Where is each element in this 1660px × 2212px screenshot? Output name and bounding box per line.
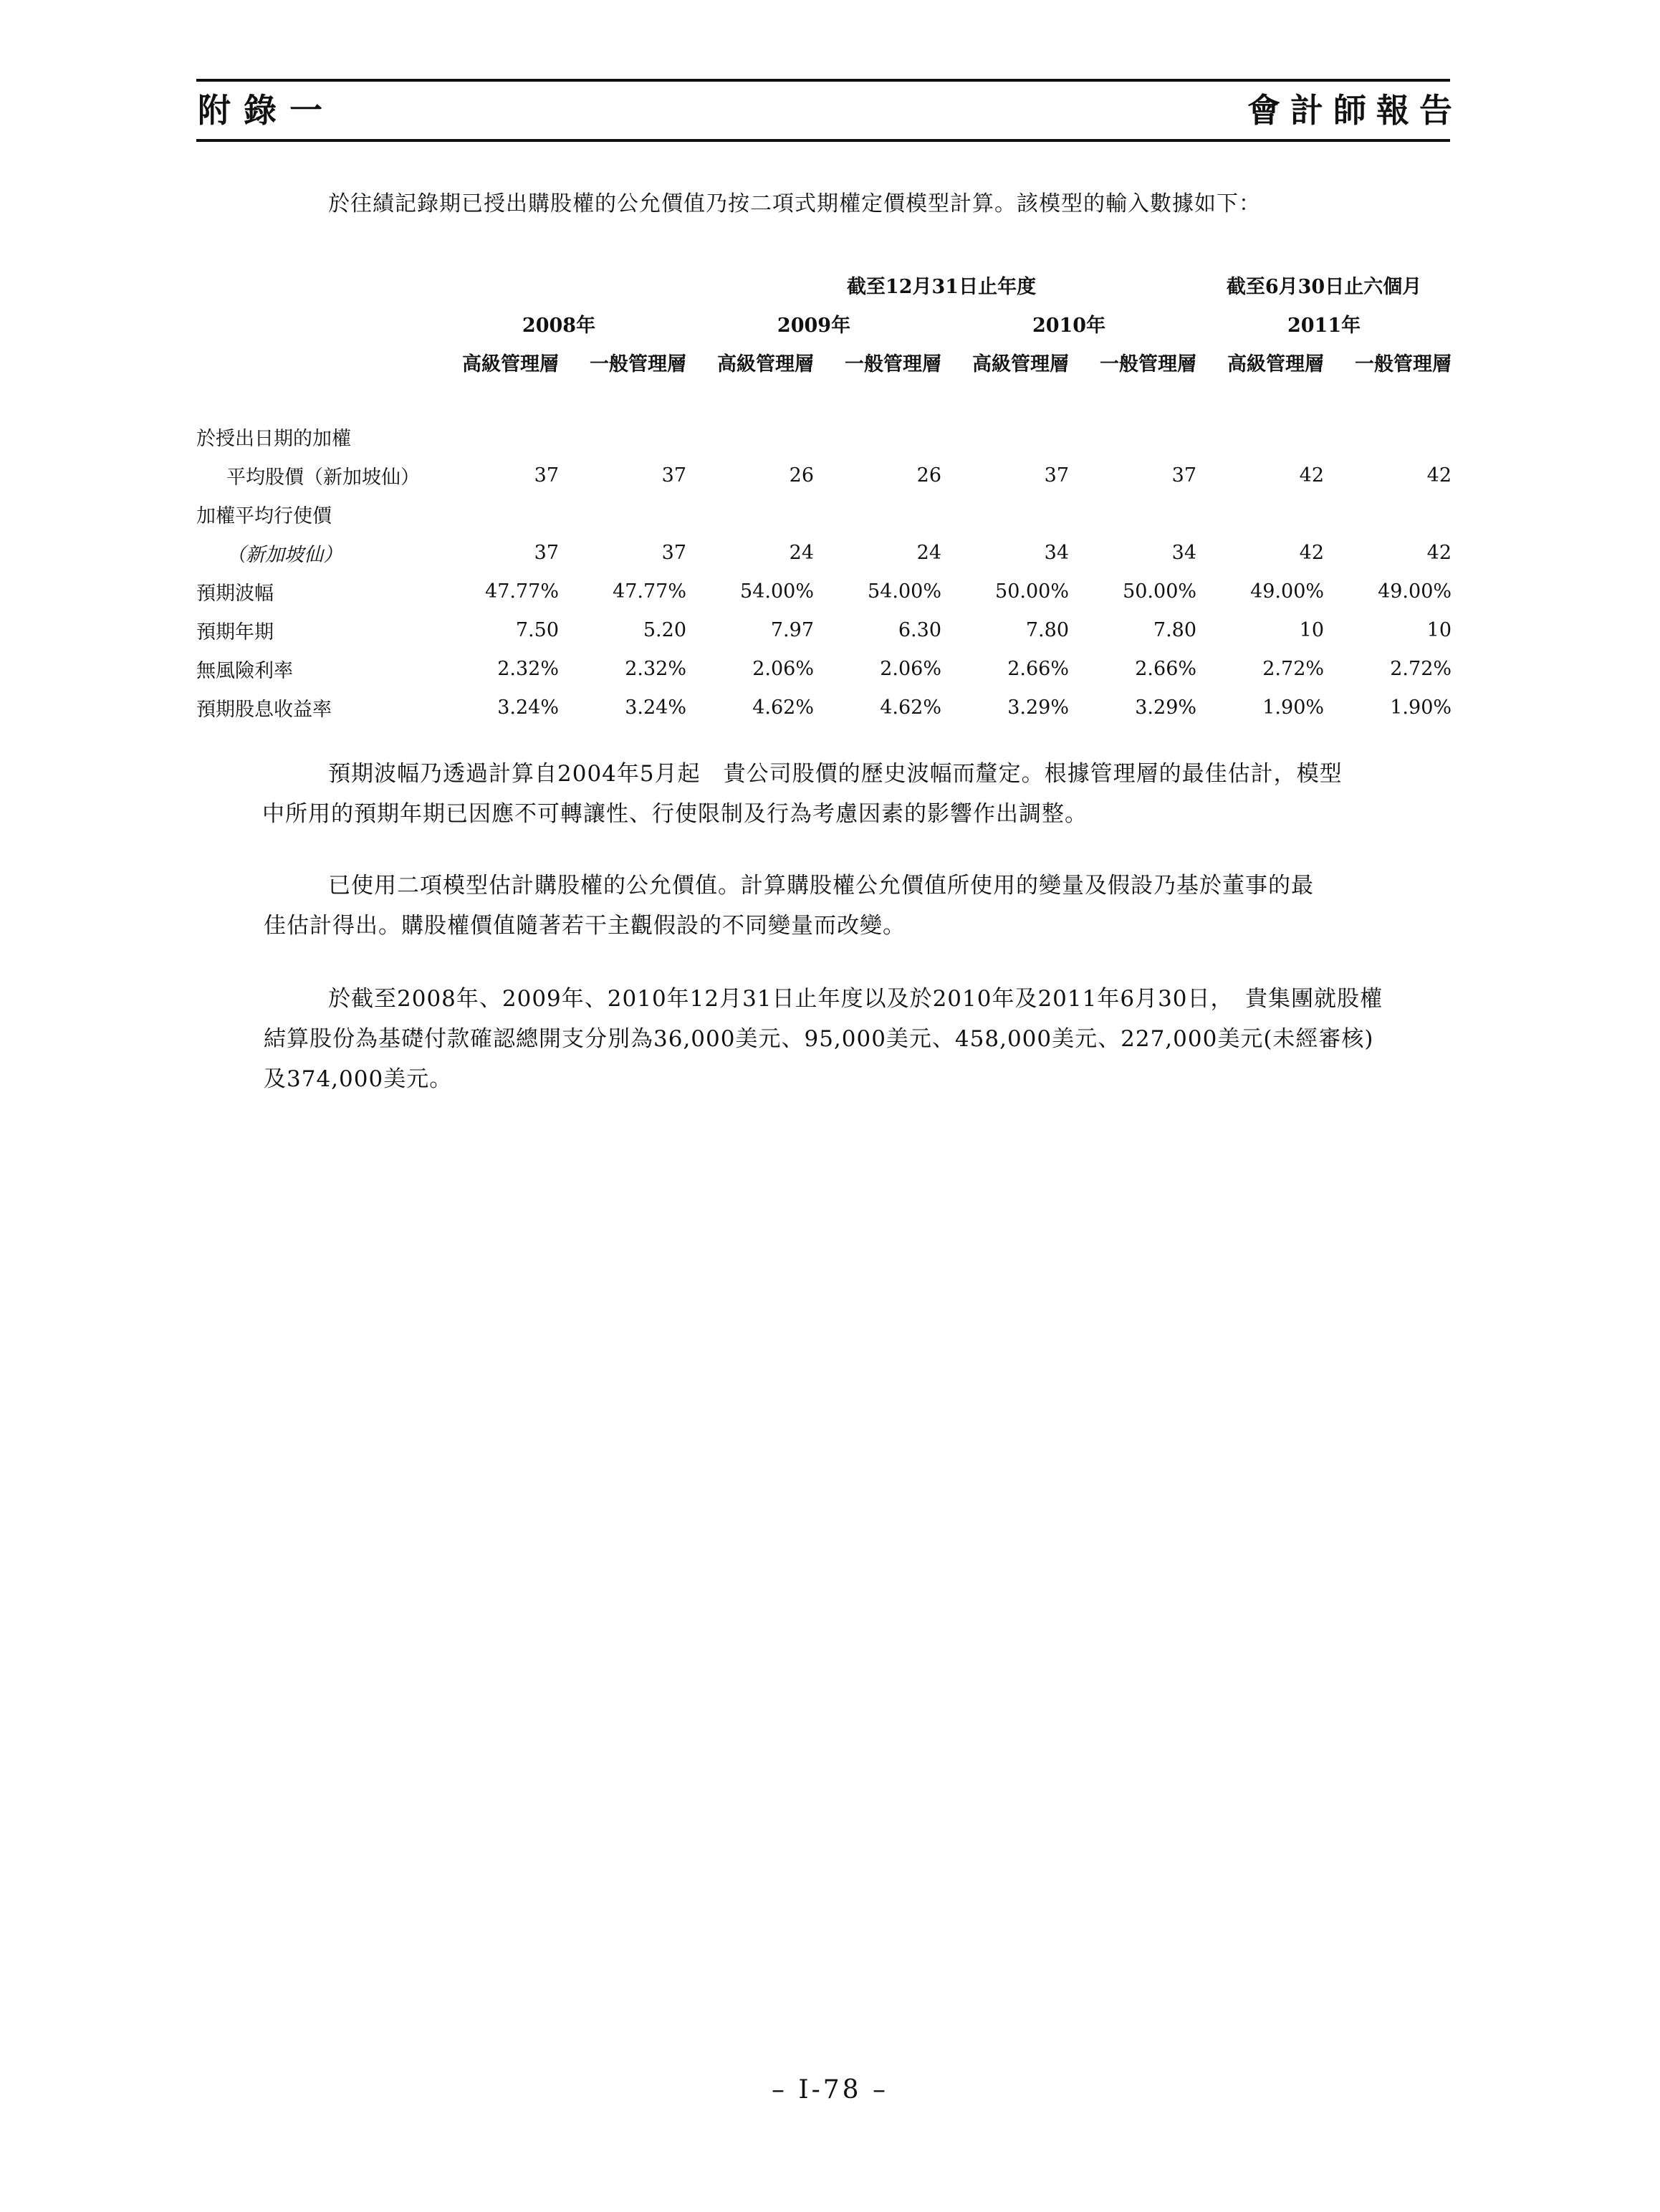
table-row <box>196 533 1452 572</box>
paragraph-line: 於截至2008年、2009年、2010年12月31日止年度以及於2010年及2011年6月30日， 貴集團就股權 <box>328 986 1383 1012</box>
paragraph-expenses <box>264 979 1452 1099</box>
year-header-row <box>196 304 1452 343</box>
row-label: 平均股價（新加坡仙） <box>226 466 420 489</box>
table-cell: 10 <box>1426 618 1452 641</box>
year-header-2010: 2010年 <box>1032 314 1106 337</box>
table-cell: 3.24% <box>625 696 686 719</box>
table-row <box>196 688 1452 727</box>
table-cell: 47.77% <box>485 580 559 603</box>
table-cell: 24 <box>916 541 941 564</box>
table-cell: 54.00% <box>868 580 941 603</box>
table-cell: 42 <box>1426 464 1452 487</box>
year-header-2008: 2008年 <box>522 314 596 337</box>
header-bottom-rule <box>196 139 1450 142</box>
table-row <box>196 611 1452 649</box>
table-cell: 37 <box>1171 464 1197 487</box>
table-cell: 7.80 <box>1153 618 1197 641</box>
table-cell: 2.66% <box>1007 657 1069 680</box>
paragraph-line: 中所用的預期年期已因應不可轉讓性、行使限制及行為考慮因素的影響作出調整。 <box>262 801 1088 827</box>
table-cell: 49.00% <box>1378 580 1452 603</box>
table-cell: 50.00% <box>1123 580 1197 603</box>
table-cell: 6.30 <box>898 618 941 641</box>
sub-header: 一般管理層 <box>590 353 686 375</box>
row-label: 加權平均行使價 <box>196 504 332 527</box>
table-cell: 5.20 <box>643 618 686 641</box>
table-cell: 42 <box>1426 541 1452 564</box>
row-label: 於授出日期的加權 <box>196 427 351 450</box>
row-label: 預期波幅 <box>196 582 274 605</box>
spacer-row <box>196 381 1452 417</box>
table-cell: 2.72% <box>1262 657 1325 680</box>
table-cell: 1.90% <box>1262 696 1325 719</box>
paragraph-volatility <box>264 754 1452 834</box>
report-title: 會計師報告 <box>1247 91 1462 130</box>
table-cell: 49.00% <box>1250 580 1325 603</box>
table-cell: 26 <box>916 464 941 487</box>
sub-header-row <box>196 343 1452 381</box>
table-cell: 2.06% <box>752 657 814 680</box>
table-cell: 2.72% <box>1390 657 1452 680</box>
row-label: 預期股息收益率 <box>196 698 332 721</box>
paragraph-line: 結算股份為基礎付款確認總開支分別為36,000美元、95,000美元、458,000美元、227,000美元(未經審核) <box>264 1026 1374 1052</box>
table-row <box>196 417 1452 456</box>
table-cell: 4.62% <box>752 696 814 719</box>
table-cell: 37 <box>661 464 686 487</box>
sub-header: 高級管理層 <box>462 353 559 375</box>
table-cell: 37 <box>534 541 559 564</box>
table-cell: 42 <box>1299 541 1325 564</box>
row-label: （新加坡仙） <box>226 543 342 566</box>
table-row <box>196 649 1452 688</box>
table-cell: 24 <box>789 541 814 564</box>
table-cell: 7.50 <box>515 618 559 641</box>
page-number: – I-78 – <box>771 2075 889 2105</box>
table-row <box>196 456 1452 494</box>
row-label: 無風險利率 <box>196 659 293 682</box>
table-cell: 2.66% <box>1135 657 1197 680</box>
paragraph-line: 佳估計得出。購股權價值隨著若干主觀假設的不同變量而改變。 <box>264 913 906 939</box>
share-option-input-table <box>196 265 1452 727</box>
sub-header: 一般管理層 <box>845 353 941 375</box>
table-row <box>196 572 1452 611</box>
paragraph-line: 預期波幅乃透過計算自2004年5月起 貴公司股價的歷史波幅而釐定。根據管理層的最佳估計，模型 <box>328 761 1343 787</box>
paragraph-line: 已使用二項模型估計購股權的公允價值。計算購股權公允價值所使用的變量及假設乃基於董事的最 <box>328 873 1314 899</box>
table-cell: 2.32% <box>625 657 686 680</box>
table-cell: 42 <box>1299 464 1325 487</box>
table-cell: 2.32% <box>497 657 559 680</box>
year-header-2011: 2011年 <box>1287 314 1361 337</box>
row-label: 預期年期 <box>196 621 274 643</box>
table-cell: 7.97 <box>770 618 814 641</box>
table-cell: 47.77% <box>613 580 686 603</box>
period-header-full-year: 截至12月31日止年度 <box>846 275 1037 298</box>
table-cell: 50.00% <box>995 580 1069 603</box>
table-cell: 34 <box>1044 541 1069 564</box>
table-cell: 4.62% <box>880 696 941 719</box>
sub-header: 高級管理層 <box>717 353 814 375</box>
table-cell: 37 <box>1044 464 1069 487</box>
table-cell: 34 <box>1171 541 1197 564</box>
intro-text: 於往績記錄期已授出購股權的公允價值乃按二項式期權定價模型計算。該模型的輸入數據如下： <box>328 191 1261 216</box>
table-cell: 2.06% <box>880 657 941 680</box>
table-cell: 3.29% <box>1007 696 1069 719</box>
period-header-six-months: 截至6月30日止六個月 <box>1226 275 1422 298</box>
table-row <box>196 494 1452 533</box>
sub-header: 一般管理層 <box>1355 353 1452 375</box>
appendix-title: 附錄一 <box>198 91 335 130</box>
header-top-rule <box>196 79 1450 82</box>
table-cell: 1.90% <box>1390 696 1452 719</box>
table-cell: 54.00% <box>740 580 814 603</box>
table-cell: 37 <box>534 464 559 487</box>
table-cell: 3.24% <box>497 696 559 719</box>
paragraph-line: 及374,000美元。 <box>264 1066 453 1092</box>
sub-header: 高級管理層 <box>1227 353 1325 375</box>
period-header-row <box>196 265 1452 304</box>
paragraph-binomial-model <box>264 866 1452 946</box>
table-cell: 10 <box>1299 618 1325 641</box>
table-cell: 7.80 <box>1025 618 1069 641</box>
year-header-2009: 2009年 <box>777 314 851 337</box>
sub-header: 一般管理層 <box>1100 353 1197 375</box>
table-cell: 26 <box>789 464 814 487</box>
table-cell: 37 <box>661 541 686 564</box>
table-cell: 3.29% <box>1135 696 1197 719</box>
sub-header: 高級管理層 <box>972 353 1069 375</box>
